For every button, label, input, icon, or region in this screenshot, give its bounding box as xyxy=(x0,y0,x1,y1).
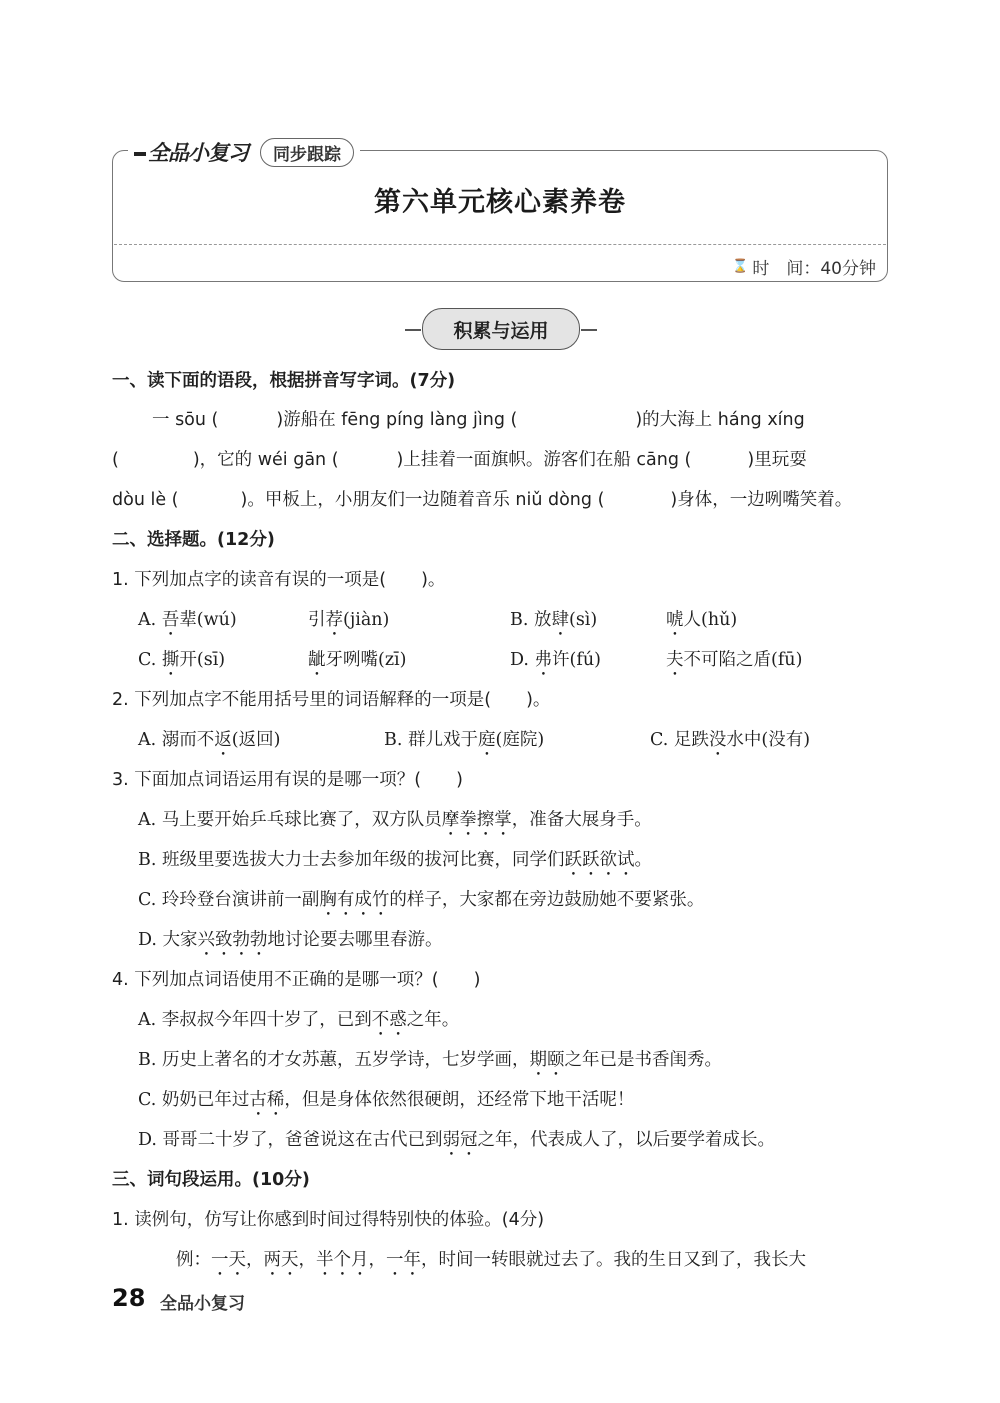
q3-example: 例：一天，两天，半个月，一年，时间一转眼就过去了。我的生日又到了，我长大 xyxy=(176,1250,806,1270)
footer-brand: 全品小复习 xyxy=(160,1294,245,1314)
q2-s4-option-a: A. 李叔叔今年四十岁了，已到不惑之年。 xyxy=(138,1010,460,1030)
brand-tag: 同步跟踪 xyxy=(260,138,354,167)
q2-s2-stem: 2. 下列加点字不能用括号里的词语解释的一项是( )。 xyxy=(112,690,551,710)
hourglass-icon: ⌛ xyxy=(732,259,749,274)
q2-s3-option-c: C. 玲玲登台演讲前一副胸有成竹的样子，大家都在旁边鼓励她不要紧张。 xyxy=(138,890,705,910)
q1-line3: dòu lè ( )。甲板上，小朋友们一边随着音乐 niǔ dòng ( )身体，一边咧嘴笑着。 xyxy=(112,490,853,510)
dashed-divider xyxy=(114,244,886,245)
q2-s3-option-d: D. 大家兴致勃勃地讨论要去哪里春游。 xyxy=(138,930,443,950)
q1-heading: 一、读下面的语段，根据拼音写字词。(7分) xyxy=(112,371,456,391)
q3-s1-stem: 1. 读例句，仿写让你感到时间过得特别快的体验。(4分) xyxy=(112,1210,545,1230)
q2-s4-stem: 4. 下列加点词语使用不正确的是哪一项？( ) xyxy=(112,970,481,990)
time-info xyxy=(732,254,876,279)
q2-s3-stem: 3. 下面加点词语运用有误的是哪一项？( ) xyxy=(112,770,463,790)
q2-s4-option-d: D. 哥哥二十岁了，爸爸说这在古代已到弱冠之年，代表成人了，以后要学着成长。 xyxy=(138,1130,776,1150)
page-title: 第六单元核心素养卷 xyxy=(374,187,626,218)
q2-s3-option-b: B. 班级里要选拔大力士去参加年级的拔河比赛，同学们跃跃欲试。 xyxy=(138,850,652,870)
section-banner: 积累与运用 xyxy=(422,308,580,350)
q2-s3-option-a: A. 马上要开始乒乓球比赛了，双方队员摩拳擦掌，准备大展身手。 xyxy=(138,810,652,830)
q1-line1: 一 sōu ( )游船在 fēng píng làng jìng ( )的大海上 háng xíng xyxy=(152,410,805,430)
q2-s1-stem: 1. 下列加点字的读音有误的一项是( )。 xyxy=(112,570,446,590)
brand-logo: 全品小复习 xyxy=(134,137,248,167)
q1-line2: ( )，它的 wéi gān ( )上挂着一面旗帜。游客们在船 cāng ( )里玩耍 xyxy=(112,450,807,470)
page-number: 28 xyxy=(112,1284,146,1312)
brand-tab xyxy=(128,136,360,168)
q2-s4-option-b: B. 历史上著名的才女苏蕙，五岁学诗，七岁学画，期颐之年已是书香闺秀。 xyxy=(138,1050,722,1070)
time-label: 时 间：40分钟 xyxy=(752,259,876,279)
q2-s4-option-c: C. 奶奶已年过古稀，但是身体依然很硬朗，还经常下地干活呢！ xyxy=(138,1090,635,1110)
q3-heading: 三、词句段运用。(10分) xyxy=(112,1170,310,1190)
q2-heading: 二、选择题。(12分) xyxy=(112,530,275,550)
